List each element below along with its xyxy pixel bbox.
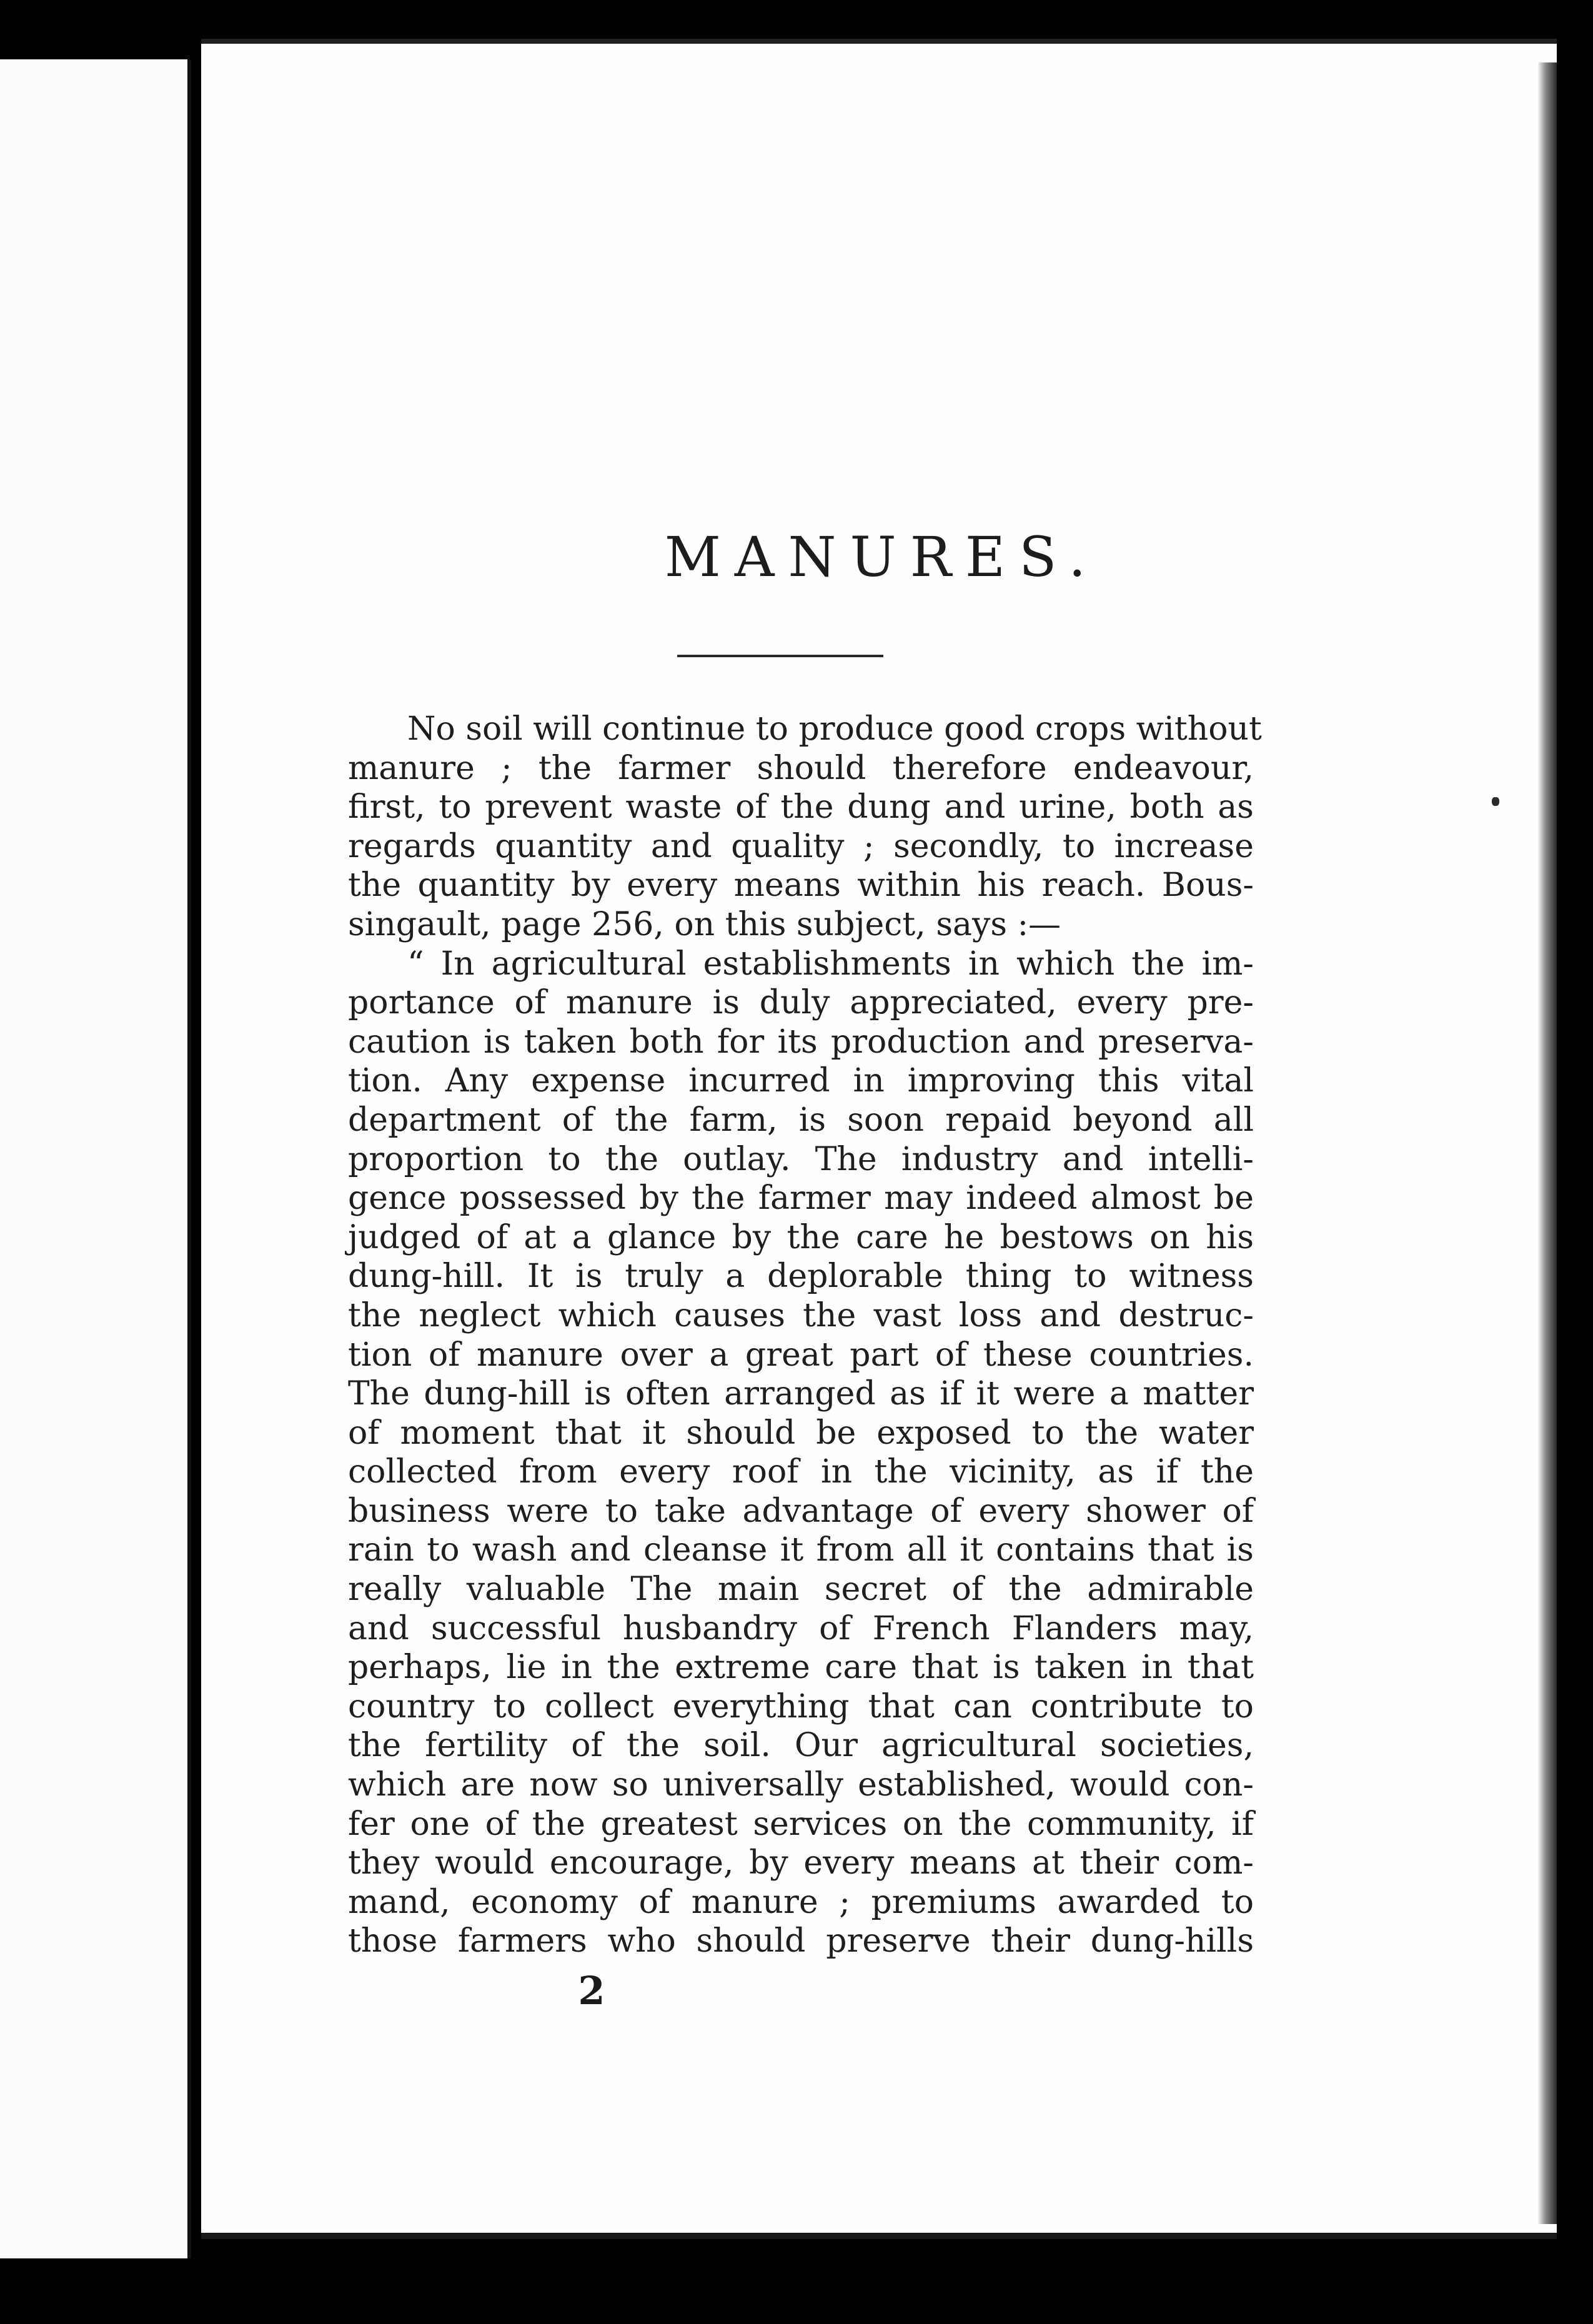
text-line: which are now so universally established, would con-: [348, 1766, 1254, 1804]
text-line: first, to prevent waste of the dung and urine, both as: [348, 788, 1254, 827]
text-line: department of the farm, is soon repaid beyond all: [348, 1101, 1254, 1139]
text-line: those farmers who should preserve their dung-hills: [348, 1922, 1254, 1960]
text-line: of moment that it should be exposed to the water: [348, 1414, 1254, 1452]
text-line: the neglect which causes the vast loss and destruc-: [348, 1296, 1254, 1334]
book-page: [201, 39, 1557, 2239]
scan-speck: [1492, 797, 1499, 806]
text-line: country to collect everything that can contribute to: [348, 1687, 1254, 1726]
text-line: perhaps, lie in the extreme care that is taken in that: [348, 1649, 1254, 1687]
text-line: caution is taken both for its production and preserva-: [348, 1023, 1254, 1061]
text-line: gence possessed by the farmer may indeed almost be: [348, 1179, 1254, 1218]
text-line: collected from every roof in the vicinity, as if the: [348, 1453, 1254, 1491]
text-line: No soil will continue to produce good crops without: [407, 710, 1262, 748]
text-line: and successful husbandry of French Flanders may,: [348, 1609, 1254, 1647]
text-line: fer one of the greatest services on the community, if: [348, 1805, 1254, 1843]
text-line: really valuable The main secret of the admirable: [348, 1571, 1254, 1609]
text-line: tion. Any expense incurred in improving this vital: [348, 1062, 1254, 1100]
text-line: singault, page 256, on this subject, says :—: [348, 905, 1061, 943]
text-line: regards quantity and quality ; secondly, to increase: [348, 827, 1254, 865]
text-line: portance of manure is duly appreciated, every pre-: [348, 984, 1254, 1022]
text-line: they would encourage, by every means at their com-: [348, 1844, 1254, 1882]
text-line: manure ; the farmer should therefore endeavour,: [348, 749, 1254, 787]
text-line: tion of manure over a great part of these countries.: [348, 1336, 1254, 1374]
facing-page-edge: [0, 59, 191, 2258]
text-line: mand, economy of manure ; premiums awarded to: [348, 1883, 1254, 1921]
text-line: dung-hill. It is truly a deplorable thing to witness: [348, 1258, 1254, 1296]
text-line: The dung-hill is often arranged as if it were a matter: [348, 1375, 1254, 1413]
text-line: the fertility of the soil. Our agricultural societies,: [348, 1727, 1254, 1765]
heading-rule: [677, 655, 883, 657]
page-number: 2: [578, 1968, 605, 2014]
page-heading: MANURES.: [664, 525, 1100, 589]
text-line: rain to wash and cleanse it from all it contains that is: [348, 1531, 1254, 1569]
text-line: judged of at a glance by the care he bestows on his: [348, 1218, 1254, 1256]
text-line: proportion to the outlay. The industry and intelli-: [348, 1140, 1254, 1178]
text-line: the quantity by every means within his reach. Bous-: [348, 867, 1254, 905]
text-line: business were to take advantage of every shower of: [348, 1492, 1254, 1530]
body-text: [348, 710, 1262, 1961]
text-line: “ In agricultural establishments in which the im-: [407, 945, 1254, 983]
